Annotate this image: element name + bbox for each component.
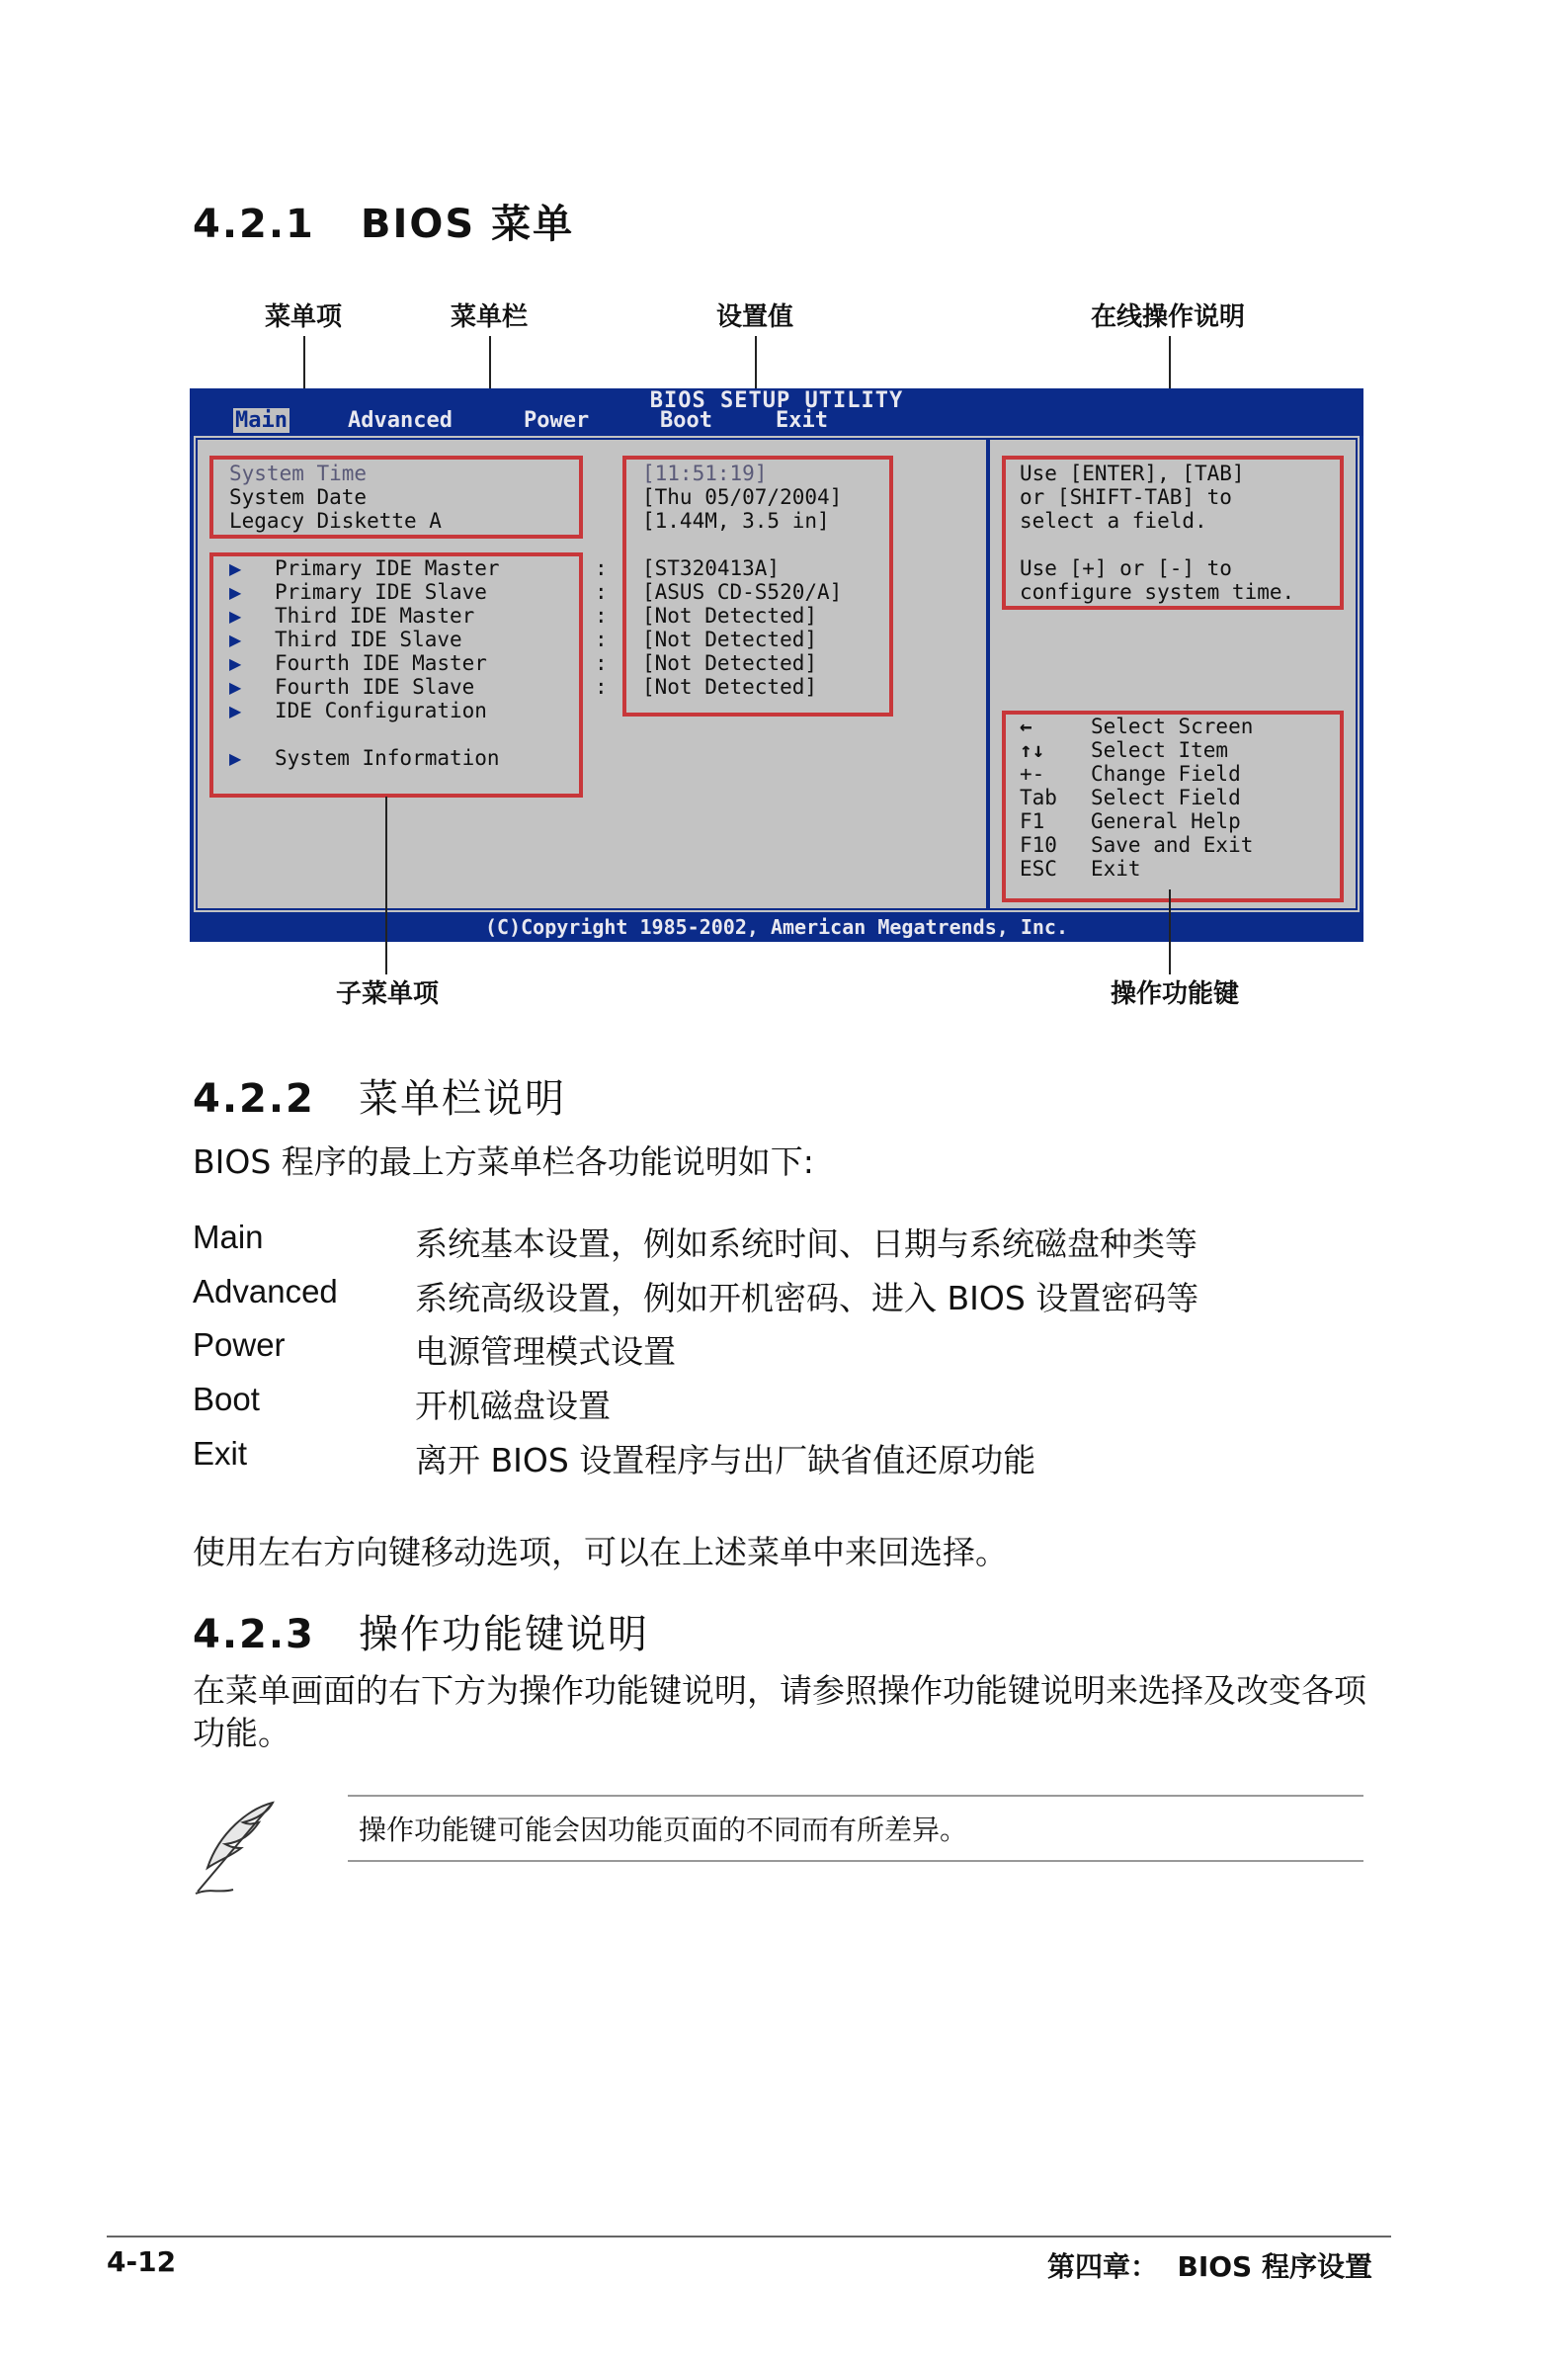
- callout-menu-item: 菜单项: [265, 302, 343, 332]
- field-label-legacy-diskette[interactable]: Legacy Diskette A: [229, 509, 442, 533]
- submenu-arrow-icon: ▶: [229, 631, 242, 649]
- bios-body: [194, 436, 1360, 912]
- submenu-item[interactable]: Fourth IDE Master: [275, 651, 487, 675]
- key-desc: Select Screen: [1091, 715, 1254, 738]
- help-line: Use [ENTER], [TAB]: [1020, 462, 1245, 485]
- callout-line: [1169, 889, 1171, 974]
- submenu-item[interactable]: Third IDE Slave: [275, 628, 462, 651]
- menu-desc: 系统基本设置，例如系统时间、日期与系统磁盘种类等: [415, 1224, 1197, 1263]
- menu-desc: 电源管理模式设置: [415, 1332, 676, 1371]
- left-arrow-icon: ←: [1020, 715, 1032, 738]
- menu-name: Exit: [193, 1435, 248, 1472]
- submenu-value: [ASUS CD-S520/A]: [642, 580, 843, 604]
- key-desc: Save and Exit: [1091, 833, 1254, 857]
- submenu-value: [Not Detected]: [642, 651, 818, 675]
- tab-power[interactable]: Power: [524, 408, 590, 433]
- key-desc: Select Item: [1091, 738, 1229, 762]
- section-heading: [193, 1603, 649, 1659]
- submenu-item[interactable]: Primary IDE Slave: [275, 580, 487, 604]
- note-divider: [348, 1860, 1363, 1862]
- callout-settings: 设置值: [716, 302, 794, 332]
- footer-rule: [107, 2236, 1391, 2237]
- menu-name: Boot: [193, 1381, 260, 1417]
- submenu-arrow-icon: ▶: [229, 678, 242, 697]
- submenu-arrow-icon: ▶: [229, 654, 242, 673]
- tab-advanced[interactable]: Advanced: [348, 408, 453, 433]
- section-title: 操作功能键说明: [359, 1612, 649, 1657]
- section-heading: [193, 193, 574, 249]
- help-line: select a field.: [1020, 509, 1207, 533]
- key-desc: Change Field: [1091, 762, 1241, 786]
- menu-desc: 系统高级设置，例如开机密码、进入 BIOS 设置密码等: [415, 1279, 1199, 1317]
- field-label-system-date[interactable]: System Date: [229, 485, 368, 509]
- submenu-item[interactable]: Primary IDE Master: [275, 556, 500, 580]
- page-number: 4-12: [107, 2245, 177, 2278]
- submenu-arrow-icon: ▶: [229, 559, 242, 578]
- key-desc: Select Field: [1091, 786, 1241, 809]
- key-name: F10: [1020, 833, 1057, 857]
- tab-exit[interactable]: Exit: [776, 408, 828, 433]
- note-divider: [348, 1795, 1363, 1797]
- colon-separators: : : : : : :: [595, 556, 608, 699]
- help-line: configure system time.: [1020, 580, 1295, 604]
- field-value-system-time[interactable]: [11:51:19]: [642, 462, 768, 485]
- submenu-arrow-icon: ▶: [229, 749, 242, 768]
- submenu-item[interactable]: Third IDE Master: [275, 604, 475, 628]
- section-heading: [193, 1067, 566, 1124]
- submenu-arrow-icon: ▶: [229, 607, 242, 626]
- help-line: or [SHIFT-TAB] to: [1020, 485, 1232, 509]
- submenu-arrow-icon: ▶: [229, 583, 242, 602]
- submenu-arrow-icon: ▶: [229, 702, 242, 720]
- key-name: Tab: [1020, 786, 1057, 809]
- submenu-item[interactable]: Fourth IDE Slave: [275, 675, 475, 699]
- tab-boot[interactable]: Boot: [660, 408, 712, 433]
- menu-desc: 开机磁盘设置: [415, 1387, 611, 1425]
- callout-online-help: 在线操作说明: [1091, 302, 1246, 332]
- section-number: 4.2.3: [193, 1612, 315, 1657]
- key-desc: General Help: [1091, 809, 1241, 833]
- callout-menu-bar: 菜单栏: [451, 302, 529, 332]
- submenu-item[interactable]: System Information: [275, 746, 500, 770]
- submenu-value: [Not Detected]: [642, 675, 818, 699]
- bios-title: BIOS SETUP UTILITY: [649, 388, 904, 413]
- tab-main[interactable]: Main: [235, 408, 288, 433]
- section-outro: 使用左右方向键移动选项，可以在上述菜单中来回选择。: [193, 1533, 1008, 1571]
- bios-screenshot: [190, 388, 1363, 942]
- submenu-value: [Not Detected]: [642, 604, 818, 628]
- section-number: 4.2.2: [193, 1076, 315, 1122]
- key-name: ESC: [1020, 857, 1057, 881]
- menu-name: Power: [193, 1326, 286, 1363]
- menu-name: Advanced: [193, 1273, 338, 1309]
- field-value-legacy-diskette[interactable]: [1.44M, 3.5 in]: [642, 509, 830, 533]
- feather-pen-icon: [190, 1799, 281, 1898]
- section-title: BIOS 菜单: [361, 202, 575, 247]
- field-value-system-date[interactable]: [Thu 05/07/2004]: [642, 485, 843, 509]
- section-title: 菜单栏说明: [359, 1076, 566, 1122]
- submenu-value: [Not Detected]: [642, 628, 818, 651]
- up-down-arrow-icon: ↑↓: [1020, 738, 1045, 762]
- menu-name: Main: [193, 1219, 264, 1255]
- submenu-item[interactable]: IDE Configuration: [275, 699, 487, 722]
- bios-menu-bar: [190, 388, 1363, 436]
- key-name: F1: [1020, 809, 1045, 833]
- field-label-system-time[interactable]: System Time: [229, 462, 368, 485]
- key-desc: Exit: [1091, 857, 1141, 881]
- submenu-value: [ST320413A]: [642, 556, 781, 580]
- section-body: 功能。: [193, 1714, 290, 1752]
- menu-desc: 离开 BIOS 设置程序与出厂缺省值还原功能: [415, 1441, 1036, 1479]
- section-body: 在菜单画面的右下方为操作功能键说明，请参照操作功能键说明来选择及改变各项: [193, 1671, 1366, 1710]
- bios-copyright: (C)Copyright 1985-2002, American Megatrends, Inc.: [190, 912, 1363, 942]
- section-number: 4.2.1: [193, 202, 315, 247]
- key-name: +-: [1020, 762, 1045, 786]
- callout-submenu: 子菜单项: [336, 979, 440, 1009]
- help-line: Use [+] or [-] to: [1020, 556, 1232, 580]
- chapter-title: 第四章： BIOS 程序设置: [1047, 2250, 1372, 2283]
- note-text: 操作功能键可能会因功能页面的不同而有所差异。: [359, 1814, 968, 1846]
- callout-line: [385, 797, 387, 974]
- section-intro: BIOS 程序的最上方菜单栏各功能说明如下:: [193, 1142, 814, 1181]
- callout-nav-keys: 操作功能键: [1111, 979, 1240, 1009]
